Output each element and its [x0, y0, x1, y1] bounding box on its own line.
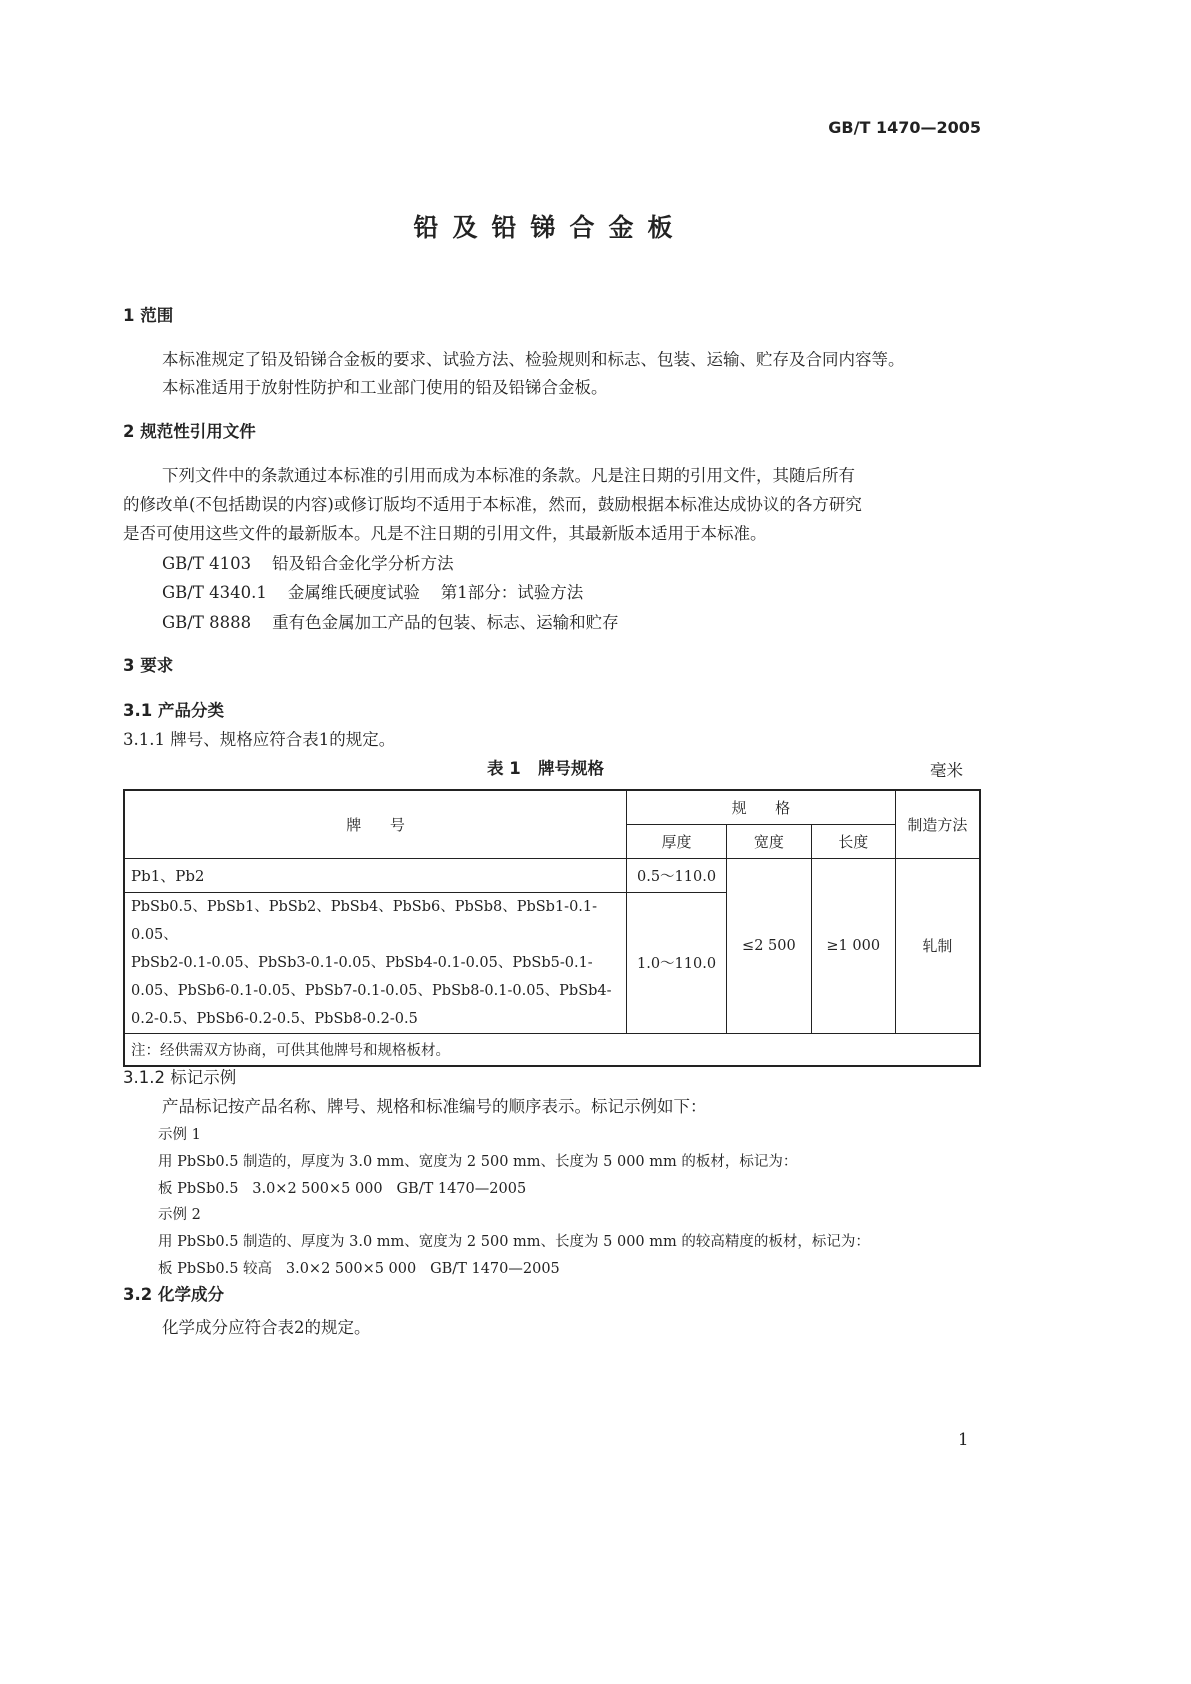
table-caption: 表 1 牌号规格 [487, 759, 604, 778]
grade-line: 0.05、PbSb6-0.1-0.05、PbSb7-0.1-0.05、PbSb8-0.1-0.05、PbSb4- [131, 982, 612, 999]
section-3-1-1: 3.1.1 牌号、规格应符合表1的规定。 [123, 730, 396, 749]
standard-number: GB/T 1470—2005 [828, 118, 981, 137]
section-3-1-heading: 3.1 产品分类 [123, 701, 224, 720]
page-number: 1 [958, 1430, 969, 1449]
header-thickness: 厚度 [627, 824, 727, 858]
section-3-2-heading: 3.2 化学成分 [123, 1285, 224, 1304]
section-2-heading: 2 规范性引用文件 [123, 422, 256, 441]
paragraph: 化学成分应符合表2的规定。 [162, 1318, 371, 1337]
example-marking: 板 PbSb0.5 3.0×2 500×5 000 GB/T 1470—2005 [158, 1181, 527, 1197]
reference-item: GB/T 8888 重有色金属加工产品的包装、标志、运输和贮存 [162, 613, 619, 632]
table-unit: 毫米 [930, 761, 963, 780]
grade-line: 0.2-0.5、PbSb6-0.2-0.5、PbSb8-0.2-0.5 [131, 1010, 418, 1027]
paragraph: 本标准适用于放射性防护和工业部门使用的铅及铅锑合金板。 [162, 378, 608, 397]
grade-line: PbSb0.5、PbSb1、PbSb2、PbSb4、PbSb6、PbSb8、PbSb1-0.1-0.05、 [131, 898, 598, 943]
header-method: 制造方法 [895, 790, 980, 858]
paragraph-line: 下列文件中的条款通过本标准的引用而成为本标准的条款。凡是注日期的引用文件，其随后所有 [162, 466, 855, 485]
section-1-heading: 1 范围 [123, 306, 174, 325]
table-row [124, 858, 980, 892]
section-3-1-2-heading: 3.1.2 标记示例 [123, 1068, 237, 1087]
page-title: 铅及铅锑合金板 [413, 213, 687, 242]
section-3-heading: 3 要求 [123, 656, 174, 675]
example-label: 示例 1 [158, 1127, 201, 1143]
reference-item: GB/T 4340.1 金属维氏硬度试验 第1部分：试验方法 [162, 583, 584, 602]
paragraph: 本标准规定了铅及铅锑合金板的要求、试验方法、检验规则和标志、包装、运输、贮存及合同内容等。 [162, 350, 905, 369]
header-width: 宽度 [726, 824, 811, 858]
example-label: 示例 2 [158, 1207, 201, 1223]
grade-cell [124, 892, 627, 1033]
grade-cell: Pb1、Pb2 [124, 858, 627, 892]
thickness-cell: 0.5～110.0 [627, 858, 727, 892]
example-description: 用 PbSb0.5 制造的，厚度为 3.0 mm、宽度为 2 500 mm、长度为 5 000 mm 的板材，标记为： [158, 1154, 798, 1170]
example-marking: 板 PbSb0.5 较高 3.0×2 500×5 000 GB/T 1470—2005 [158, 1261, 560, 1277]
paragraph: 产品标记按产品名称、牌号、规格和标准编号的顺序表示。标记示例如下： [162, 1097, 707, 1116]
reference-item: GB/T 4103 铅及铅合金化学分析方法 [162, 554, 454, 573]
header-grade: 牌 号 [124, 790, 627, 858]
length-cell: ≥1 000 [811, 858, 895, 1033]
method-cell: 轧制 [895, 858, 980, 1033]
paragraph-line: 是否可使用这些文件的最新版本。凡是不注日期的引用文件，其最新版本适用于本标准。 [123, 524, 767, 543]
paragraph-line: 的修改单(不包括勘误的内容)或修订版均不适用于本标准，然而，鼓励根据本标准达成协议的各方研究 [123, 495, 862, 514]
table-note: 注：经供需双方协商，可供其他牌号和规格板材。 [124, 1033, 980, 1066]
thickness-cell: 1.0～110.0 [627, 892, 727, 1033]
header-length: 长度 [811, 824, 895, 858]
header-spec: 规 格 [627, 790, 896, 824]
grade-spec-table [123, 789, 981, 1067]
grade-line: PbSb2-0.1-0.05、PbSb3-0.1-0.05、PbSb4-0.1-0.05、PbSb5-0.1- [131, 954, 593, 971]
width-cell: ≤2 500 [726, 858, 811, 1033]
example-description: 用 PbSb0.5 制造的、厚度为 3.0 mm、宽度为 2 500 mm、长度为 5 000 mm 的较高精度的板材，标记为： [158, 1234, 870, 1250]
